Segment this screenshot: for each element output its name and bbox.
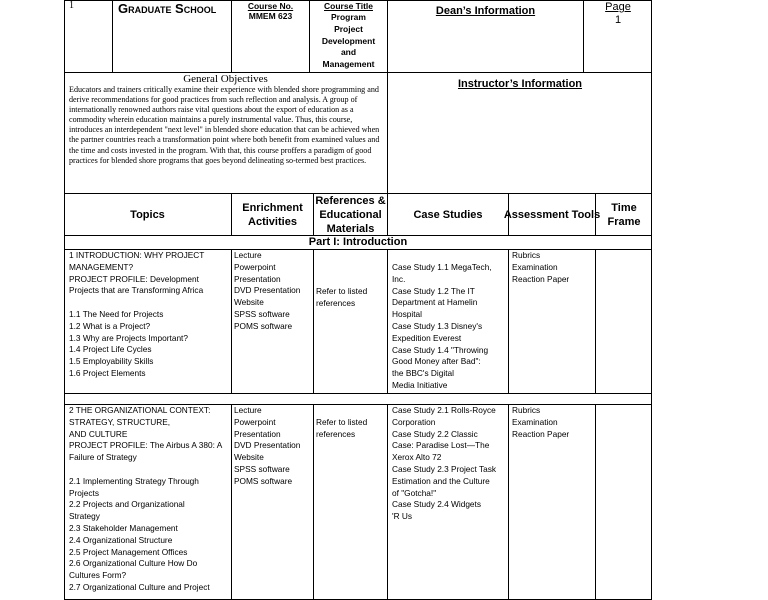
course-title-label: Course Title: [324, 1, 373, 11]
divider: [313, 249, 314, 393]
divider: [595, 249, 596, 393]
divider: [64, 393, 652, 394]
divider: [387, 249, 388, 393]
divider: [387, 0, 388, 193]
divider: [231, 249, 232, 393]
divider: [112, 0, 113, 72]
page-number: 1: [614, 14, 622, 26]
objectives-text: Educators and trainers critically examine their experience with blended shore programming and derive recommendations for good practices from such reflection and analysis. A group of internationally renowned authors raise vital questions about the export of education as a commodity wherein education maintains a purely instrumental value. Thus, this course, introduces an interdependent "next level" in blended shore education that can be achieved when the partner countries reach a transformation point where both benefit from examined values and the time and costs invested in the program. With that, this course proffers a paradigm of good practices for blended shore programs that goes beyond delineating so-termed best practices.: [69, 85, 380, 165]
column-header-assessment: Assessment Tools: [503, 208, 601, 221]
cell-number: 1: [69, 0, 74, 11]
instructors-information: Instructor’s Information: [457, 78, 583, 90]
divider: [387, 404, 388, 600]
row2-case-studies: Case Study 2.1 Rolls-Royce Corporation Case Study 2.2 Classic Case: Paradise Lost—The Xerox Alto 72 Case Study 2.3 Project Task Estimation and the Culture of "Gotcha!" Case Study 2.4 Widgets 'R Us: [392, 405, 497, 522]
divider: [508, 404, 509, 600]
part-title: Part I: Introduction: [308, 236, 408, 248]
column-header-time-frame: Time Frame: [607, 201, 641, 228]
column-header-references: References & Educational Materials: [315, 194, 386, 235]
column-header-enrichment: Enrichment Activities: [242, 201, 303, 228]
row2-topics: 2 THE ORGANIZATIONAL CONTEXT: STRATEGY, STRUCTURE, AND CULTURE PROJECT PROFILE: The Airbus A 380: A Failure of Strategy 2.1 Implementing Strategy Through Projects 2.2 Projects and Organizational Strategy 2.3 Stakeholder Management 2.4 Organizational Structure 2.5 Project Management Offices 2.6 Organizational Culture How Do Cultures Form? 2.7 Organizational Culture and Project: [69, 405, 223, 592]
row2-references: Refer to listed references: [316, 417, 368, 439]
course-no: MMEM 623: [248, 11, 293, 21]
row1-references: Refer to listed references: [316, 286, 368, 308]
divider: [231, 404, 232, 600]
row1-enrichment: Lecture Powerpoint Presentation DVD Presentation Website SPSS software POMS software: [234, 250, 301, 331]
course-no-label: Course No.: [247, 1, 294, 11]
school-name: Graduate School: [118, 1, 217, 16]
column-header-case-studies: Case Studies: [413, 208, 483, 221]
row1-case-studies: Case Study 1.1 MegaTech, Inc. Case Study 1.2 The IT Department at Hamelin Hospital Case Study 1.3 Disney's Expedition Everest Case Study 1.4 "Throwing Good Money after Bad": the BBC's Digital Media Initiative: [392, 262, 492, 390]
page-label: Page: [605, 1, 631, 13]
objectives-title: General Objectives: [183, 73, 268, 85]
row1-assessment: Rubrics Examination Reaction Paper: [512, 250, 570, 284]
deans-information: Dean’s Information: [435, 5, 536, 17]
row1-topics: 1 INTRODUCTION: WHY PROJECT MANAGEMENT? PROJECT PROFILE: Development Projects that are Transforming Africa 1.1 The Need for Projects 1.2 What is a Project? 1.3 Why are Projects Important? 1.4 Project Life Cycles 1.5 Employability Skills 1.6 Project Elements: [69, 250, 205, 378]
row2-enrichment: Lecture Powerpoint Presentation DVD Presentation Website SPSS software POMS software: [234, 405, 301, 486]
divider: [595, 404, 596, 600]
column-header-topics: Topics: [130, 208, 165, 221]
row2-assessment: Rubrics Examination Reaction Paper: [512, 405, 570, 439]
divider: [313, 404, 314, 600]
divider: [508, 249, 509, 393]
course-title: Program Project Development and Management: [321, 12, 376, 70]
